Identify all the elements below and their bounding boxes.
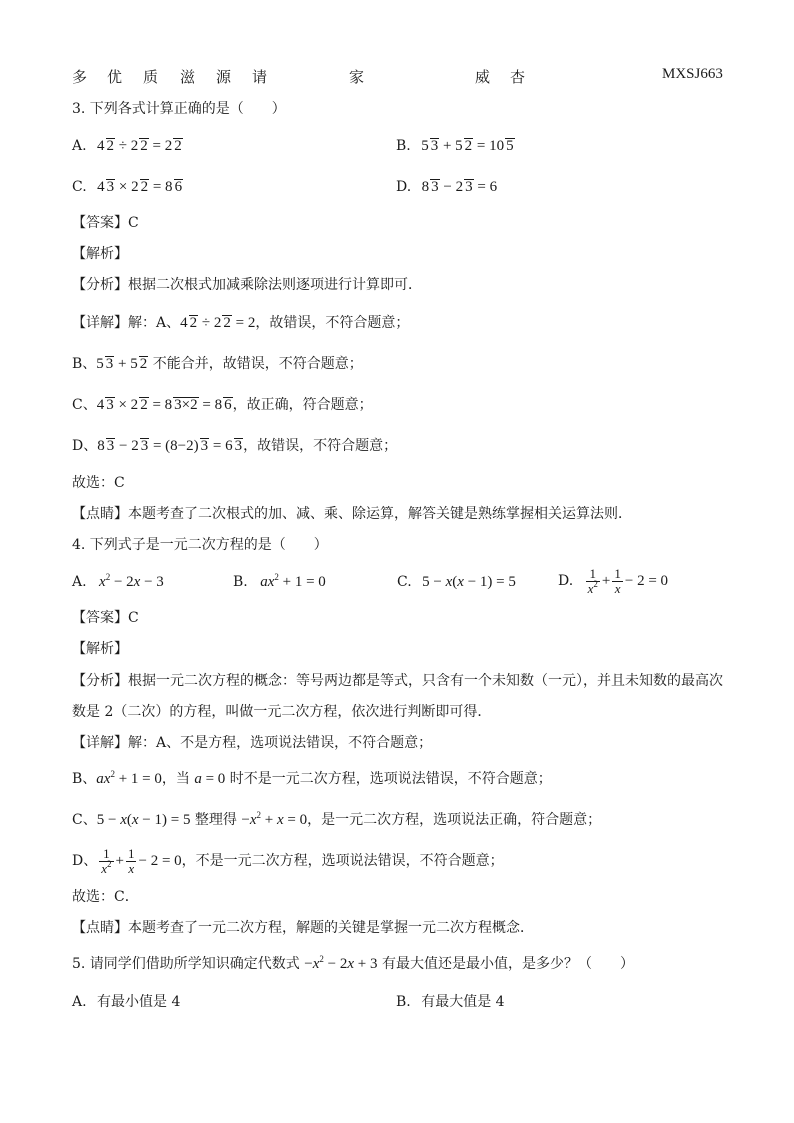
- q4-option-b: B. $ax^2 + 1 = 0$: [233, 572, 326, 590]
- q4-detail-c: C、5 − x(x − 1) = 5 整理得 $-x^2 + x = 0$，是一元二次方程，选项说法正确，符合题意；: [72, 810, 602, 828]
- q4-detail-d: D、 $\frac{1}{x^2}$ + $\frac{1}{x}$ − 2 = 0，不是一元二次方程，选项说法错误，不符合题意；: [72, 846, 504, 877]
- header-char: 源: [216, 68, 232, 86]
- q3-detail-c: C、4 3 × 2 2 = 8 3×2 = 8 6，故正确，符合题意；: [72, 397, 373, 413]
- q3-dianjing: 【点睛】本题考查了二次根式的加、减、乘、除运算，解答关键是熟练掌握相关运算法则．: [72, 506, 632, 522]
- q4-analysis-tag: 【解析】: [72, 641, 128, 657]
- header-char: 优: [107, 68, 123, 86]
- q4-option-d: D. $\frac{1}{x^2}$ + $\frac{1}{x}$ − 2 = 0: [558, 566, 669, 597]
- q4-detail-a: 【详解】解：A、不是方程，选项说法错误，不符合题意；: [72, 735, 433, 751]
- q3-stem: 3. 下列各式计算正确的是（ ）: [72, 101, 286, 117]
- header-char: 威: [475, 68, 491, 86]
- q3-option-a-math: 4 2 ÷ 2 2 = 2 2: [97, 138, 182, 154]
- q5-option-b: B. 有最大值是 4: [396, 994, 505, 1010]
- q3-option-c: C. 4 3 × 2 2 = 8 6: [72, 179, 183, 195]
- q3-choose: 故选：C: [72, 475, 125, 491]
- q3-option-b-math: 5 3 + 5 2 = 10 5: [421, 138, 514, 154]
- header-char: 请: [252, 68, 268, 86]
- q4-fenxi-line2: 数是 2（二次）的方程，叫做一元二次方程，依次进行判断即可得．: [72, 704, 492, 720]
- header-char: 多: [72, 68, 88, 86]
- q3-detail-b: B、5 3 + 5 2 不能合并，故错误，不符合题意；: [72, 356, 363, 372]
- q4-option-a-math: $x^2 - 2x - 3$: [99, 572, 164, 590]
- q4-stem: 4. 下列式子是一元二次方程的是（ ）: [72, 537, 328, 553]
- q3-option-d-math: 8 3 − 2 3 = 6: [421, 179, 498, 195]
- q3-fenxi: 【分析】根据二次根式加减乘除法则逐项进行计算即可．: [72, 277, 422, 293]
- q4-option-d-math: $\frac{1}{x^2}$ + $\frac{1}{x}$ − 2 = 0: [587, 566, 669, 597]
- q3-option-c-math: 4 3 × 2 2 = 8 6: [97, 179, 183, 195]
- header-char: 质: [143, 68, 159, 86]
- q5-option-a: A. 有最小值是 4: [72, 994, 181, 1010]
- q4-option-a: A. $x^2 - 2x - 3$: [72, 572, 164, 590]
- q3-option-d: D. 8 3 − 2 3 = 6: [396, 179, 498, 195]
- q4-dianjing: 【点睛】本题考查了一元二次方程，解题的关键是掌握一元二次方程概念．: [72, 920, 534, 936]
- q3-detail-d: D、8 3 − 2 3 = (8−2) 3 = 6 3，故错误，不符合题意；: [72, 438, 398, 454]
- q3-option-a: A. 4 2 ÷ 2 2 = 2 2: [72, 138, 182, 154]
- q3-detail-a: 【详解】解：A、4 2 ÷ 2 2 = 2，故错误，不符合题意；: [72, 315, 410, 331]
- header-char: 家: [349, 68, 365, 86]
- q4-option-b-math: $ax^2 + 1 = 0$: [260, 572, 326, 590]
- q4-answer: 【答案】C: [72, 610, 139, 626]
- header-code: MXSJ663: [662, 66, 723, 82]
- header-char: 杏: [510, 68, 526, 86]
- q4-choose: 故选：C．: [72, 889, 139, 905]
- q4-fenxi-line1: 【分析】根据一元二次方程的概念：等号两边都是等式，只含有一个未知数（一元），并且未知数的最高次: [72, 673, 723, 689]
- q4-option-c-math: 5 − x(x − 1) = 5: [422, 574, 516, 590]
- q4-option-c: C. 5 − x(x − 1) = 5: [397, 574, 516, 590]
- q5-stem: 5. 请同学们借助所学知识确定代数式 $-x^2 - 2x + 3$ 有最大值还是最小值，是多少？（ ）: [72, 954, 634, 972]
- q4-detail-b: B、$ax^2 + 1 = 0$，当 a = 0 时不是一元二次方程，选项说法错误，不符合题意；: [72, 769, 552, 787]
- header-char: 滋: [180, 68, 196, 86]
- q3-answer: 【答案】C: [72, 215, 139, 231]
- q3-analysis-tag: 【解析】: [72, 246, 128, 262]
- q3-option-b: B. 5 3 + 5 2 = 10 5: [396, 138, 514, 154]
